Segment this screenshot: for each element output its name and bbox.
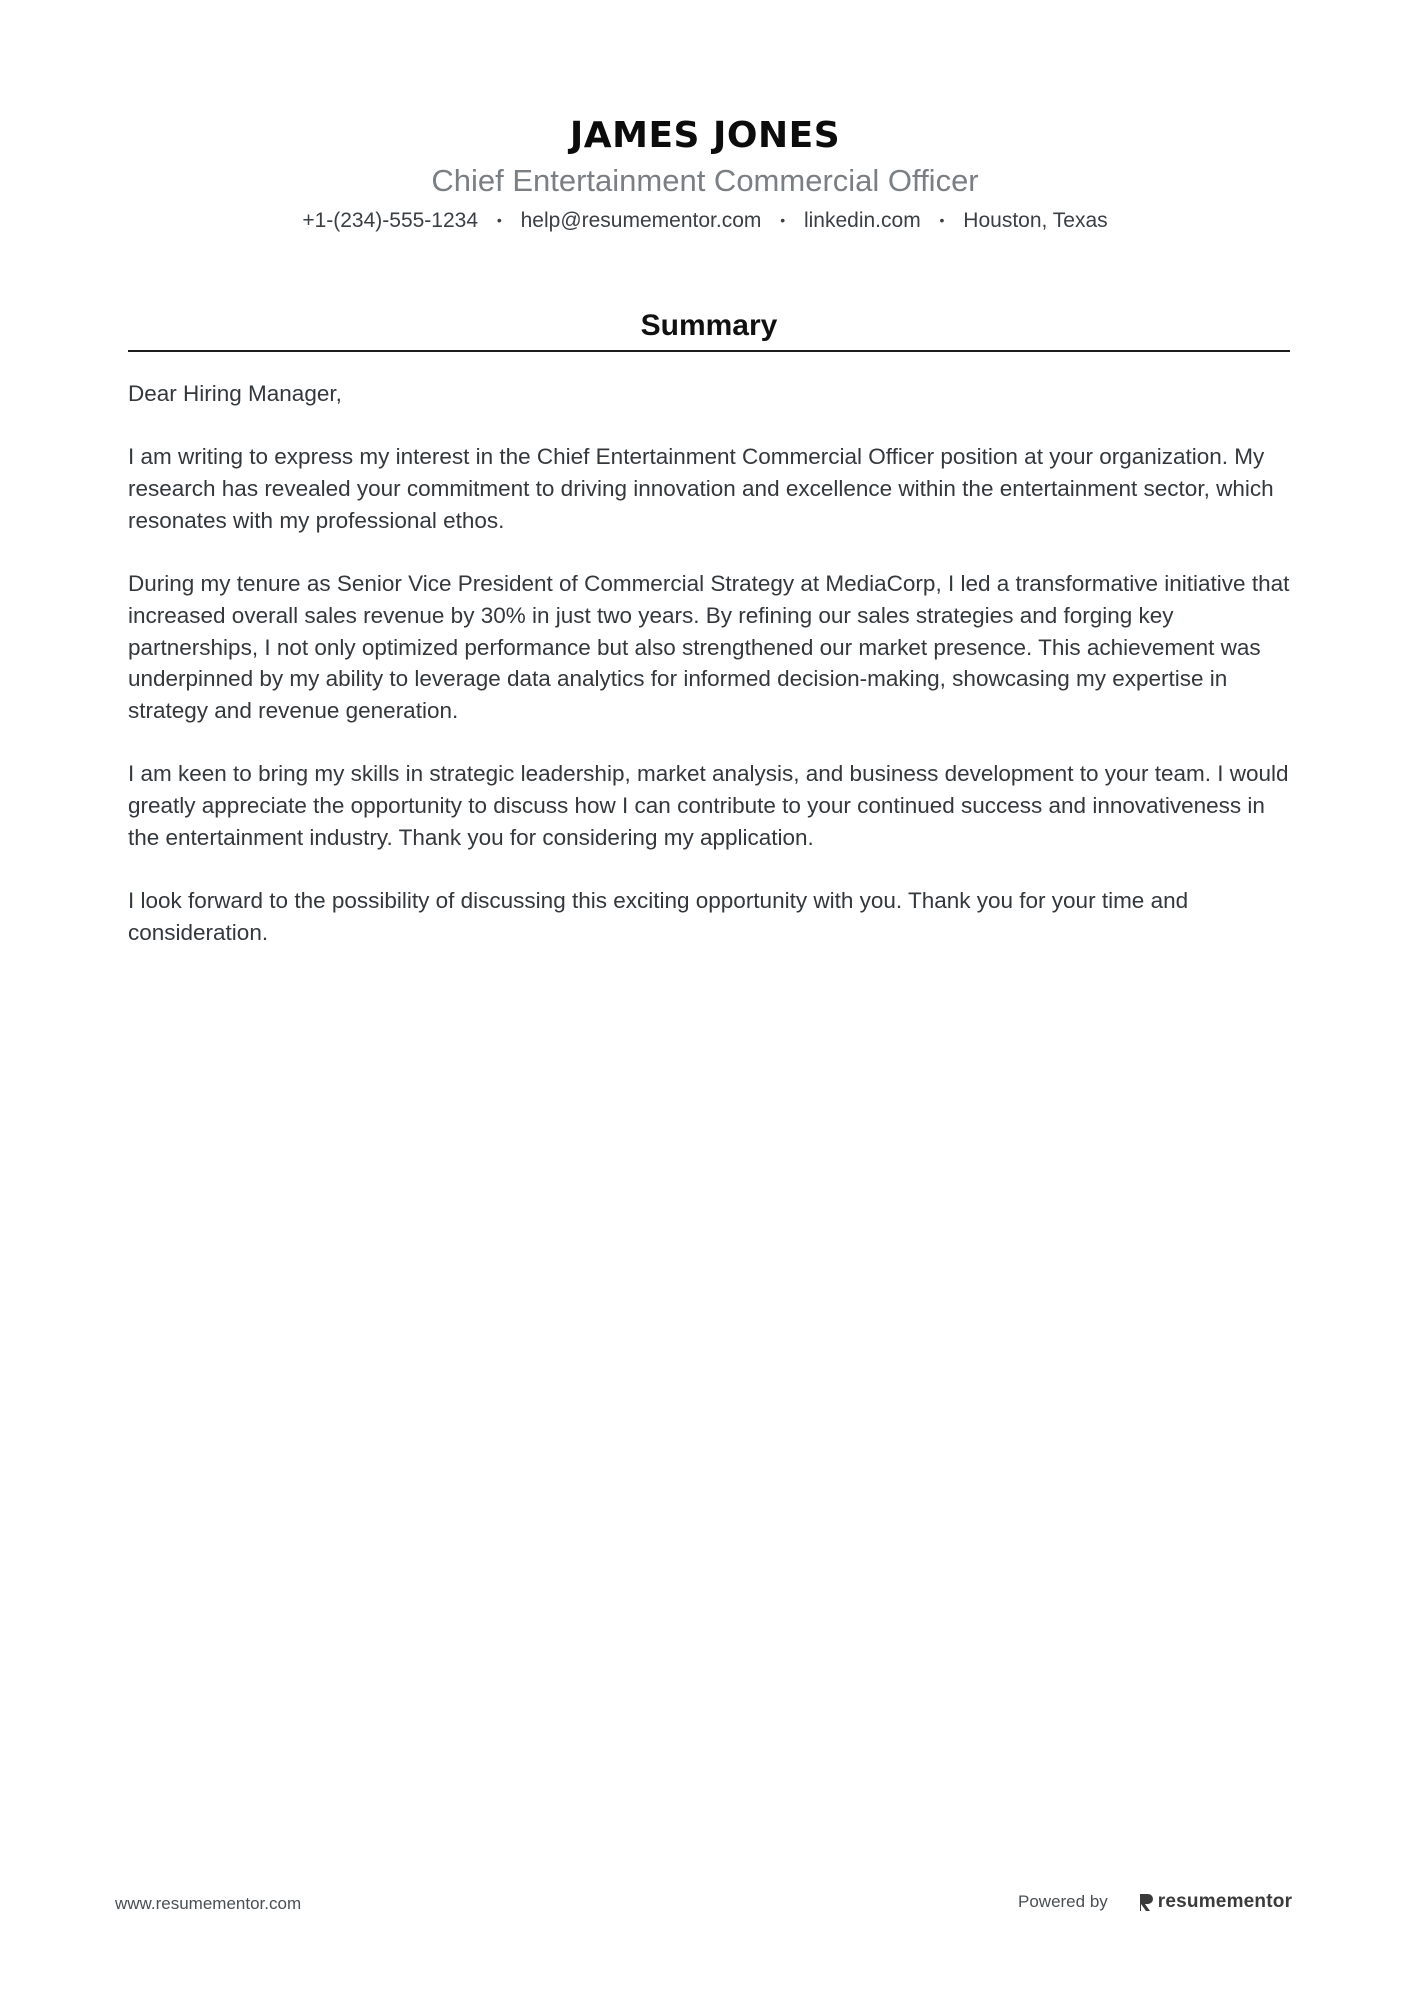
summary-heading: Summary	[640, 309, 778, 342]
resumementor-logo-icon	[1138, 1892, 1154, 1912]
paragraph: During my tenure as Senior Vice President of Commercial Strategy at MediaCorp, I led a transformative initiative that increased overall sales revenue by 30% in just two years. By refining our sales strategies and forging key partnerships, I not only optimized performance but also strengthened our market presence. This achievement was underpinned by my ability to leverage data analytics for informed decision-making, showcasing my expertise in strategy and revenue generation.	[128, 571, 1290, 723]
footer-website[interactable]: www.resumementor.com	[115, 1894, 302, 1913]
footer-branding	[1018, 1889, 1292, 1915]
brand-logo-text[interactable]: resumementor	[1157, 1891, 1293, 1912]
contact-line	[0, 206, 1410, 235]
separator-dot: •	[780, 212, 786, 228]
separator-dot: •	[496, 212, 502, 228]
separator-dot: •	[939, 212, 945, 228]
paragraph: I am writing to express my interest in the Chief Entertainment Commercial Officer position at your organization. My research has revealed your commitment to driving innovation and excellence within the entertainment sector, which resonates with my professional ethos.	[128, 444, 1274, 533]
paragraph: I look forward to the possibility of discussing this exciting opportunity with you. Thank you for your time and consideration.	[128, 888, 1189, 945]
section-divider	[128, 350, 1290, 352]
contact-email[interactable]: help@resumementor.com	[520, 209, 762, 232]
contact-location: Houston, Texas	[963, 209, 1108, 232]
contact-linkedin[interactable]: linkedin.com	[803, 209, 921, 232]
job-title: Chief Entertainment Commercial Officer	[431, 163, 979, 198]
candidate-name: JAMES JONES	[569, 115, 841, 156]
paragraph: I am keen to bring my skills in strategic leadership, market analysis, and business development to your team. I would greatly appreciate the opportunity to discuss how I can contribute to your continued success and innovativeness in the entertainment industry. Thank you for considering my application.	[128, 761, 1289, 850]
header	[0, 112, 1410, 235]
contact-phone: +1-(234)-555-1234	[302, 209, 479, 232]
salutation: Dear Hiring Manager,	[128, 381, 342, 406]
powered-by-label: Powered by	[1018, 1892, 1108, 1911]
letter-body	[128, 378, 1293, 980]
